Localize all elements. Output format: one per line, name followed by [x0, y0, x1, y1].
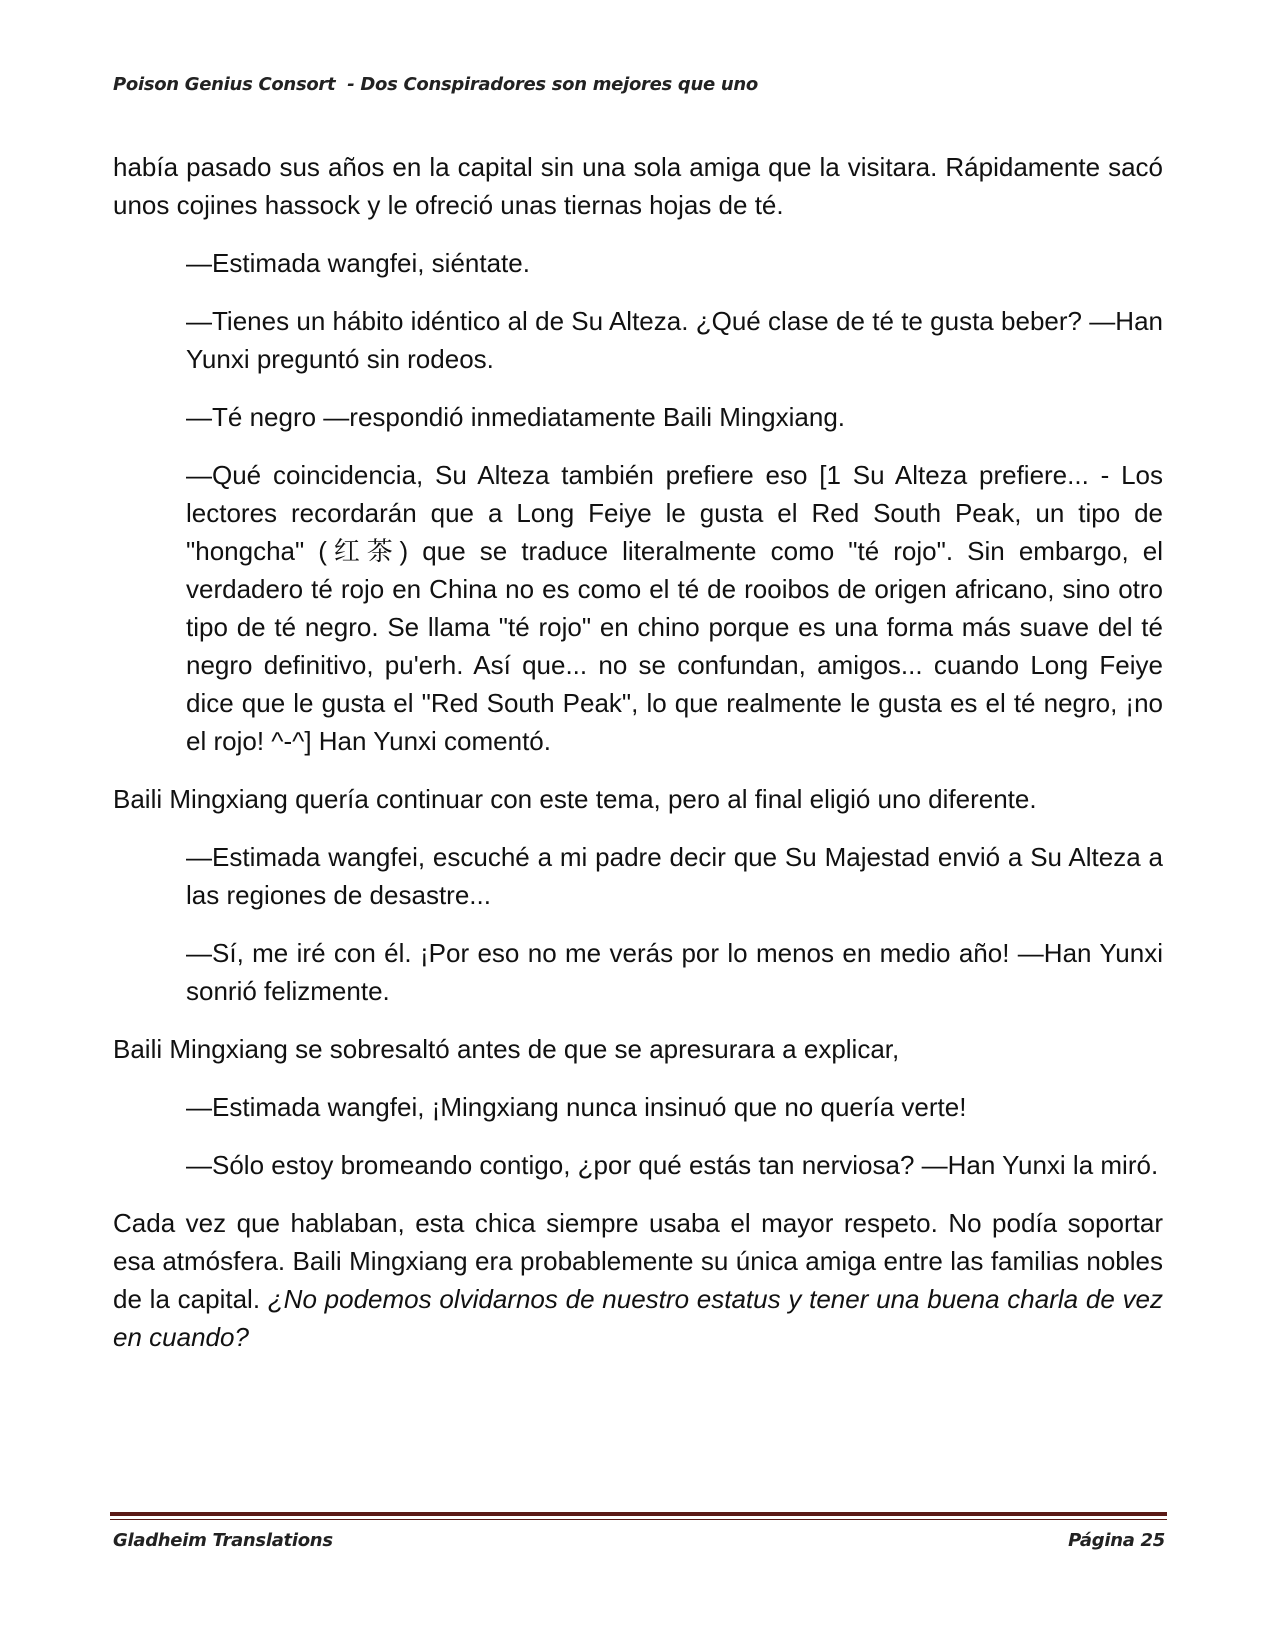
dialogue-line: —Estimada wangfei, siéntate. — [186, 248, 530, 278]
paragraph: Baili Mingxiang se sobresaltó antes de que se apresurara a explicar, — [113, 1034, 900, 1064]
footer-rule — [110, 1512, 1167, 1516]
dialogue-line-with-note: —Qué coincidencia, Su Alteza también prefiere eso [1 Su Alteza prefiere... - Los lectores recordarán que a Long Feiye le gusta el Red South Peak, un tipo de "hongcha" (红茶) que se traduce literalmente como "té rojo". Sin embargo, el verdadero té rojo en China no es como el té de rooibos de origen africano, sino otro tipo de té negro. Se llama "té rojo" en chino porque es una forma más suave del té negro definitivo, pu'erh. Así que... no se confundan, amigos... cuando Long Feiye dice que le gusta el "Red South Peak", lo que realmente le gusta es el té negro, ¡no el rojo! ^-^] Han Yunxi comentó. — [186, 460, 1163, 756]
closing-italic-thought: ¿No podemos olvidarnos de nuestro estatus y tener una buena charla de vez en cuando? — [113, 1284, 1163, 1352]
dialogue-line: —Sólo estoy bromeando contigo, ¿por qué estás tan nerviosa? —Han Yunxi la miró. — [186, 1150, 1159, 1180]
dialogue-line: —Estimada wangfei, ¡Mingxiang nunca insinuó que no quería verte! — [186, 1092, 967, 1122]
page-body — [113, 148, 1163, 1376]
dialogue-line: —Té negro —respondió inmediatamente Baili Mingxiang. — [186, 402, 846, 432]
page-number: Página 25 — [1068, 1530, 1165, 1551]
closing-paragraph — [113, 1204, 1163, 1356]
dialogue-line: —Sí, me iré con él. ¡Por eso no me verás por lo menos en medio año! —Han Yunxi sonrió felizmente. — [186, 938, 1163, 1006]
dialogue-line: —Estimada wangfei, escuché a mi padre decir que Su Majestad envió a Su Alteza a las regiones de desastre... — [186, 842, 1163, 910]
paragraph: Baili Mingxiang quería continuar con este tema, pero al final eligió uno diferente. — [113, 784, 1037, 814]
closing-text: Cada vez que hablaban, esta chica siempre usaba el mayor respeto. No podía soportar esa atmósfera. Baili Mingxiang era probablemente su única amiga entre las familias nobles de la capital. — [113, 1208, 1163, 1314]
dialogue-line: —Tienes un hábito idéntico al de Su Alteza. ¿Qué clase de té te gusta beber? —Han Yunxi preguntó sin rodeos. — [186, 306, 1163, 374]
footer-translator: Gladheim Translations — [113, 1530, 333, 1551]
running-header-title: Poison Genius Consort - Dos Conspiradores son mejores que uno — [113, 74, 758, 95]
paragraph: había pasado sus años en la capital sin una sola amiga que la visitara. Rápidamente sacó unos cojines hassock y le ofreció unas tiernas hojas de té. — [113, 152, 1163, 220]
footer-rule-thin — [110, 1519, 1167, 1520]
